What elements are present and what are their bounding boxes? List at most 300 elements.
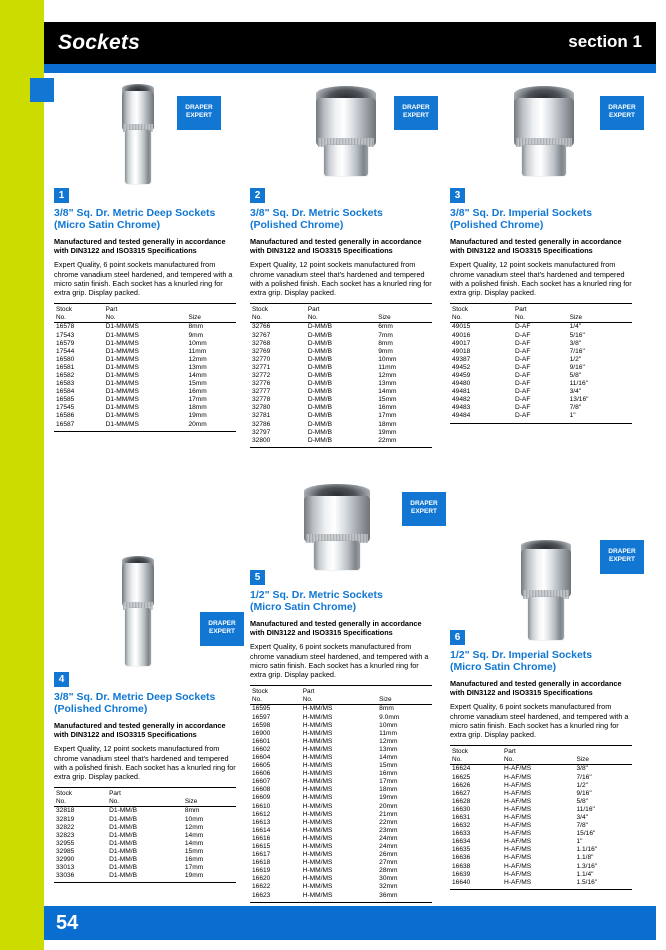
table-row bbox=[54, 824, 236, 832]
cell-part-no: D-AF bbox=[513, 412, 568, 423]
cell-part-no: D-MM/B bbox=[307, 331, 332, 339]
cell-stock-no: 32955 bbox=[56, 839, 75, 847]
cell-size: 9/16" bbox=[569, 363, 585, 371]
cell-part-no: D1-MM/MS bbox=[104, 421, 187, 432]
section-label: section 1 bbox=[568, 32, 642, 51]
cell-stock-no: 32781 bbox=[252, 412, 271, 420]
cell-stock-no: 49452 bbox=[452, 363, 471, 371]
table-row bbox=[54, 832, 236, 840]
cell-stock-no: 16639 bbox=[452, 870, 471, 878]
cell-stock-no: 16578 bbox=[56, 323, 75, 331]
table-row bbox=[250, 404, 432, 412]
cell-stock-no: 49480 bbox=[452, 380, 471, 388]
cell-stock-no: 16583 bbox=[56, 380, 75, 388]
table-row bbox=[54, 412, 236, 420]
table-row bbox=[250, 429, 432, 437]
cell-size: 7mm bbox=[378, 331, 393, 339]
table-row bbox=[54, 421, 236, 432]
table-row bbox=[450, 340, 632, 348]
spec-table-body bbox=[250, 323, 432, 447]
cell-part-no: H-MM/MS bbox=[302, 705, 333, 713]
cell-part-no: H-AF/MS bbox=[504, 773, 532, 781]
table-row bbox=[450, 854, 632, 862]
cell-part-no: D-MM/B bbox=[307, 388, 332, 396]
table-row bbox=[250, 835, 432, 843]
table-row bbox=[250, 778, 432, 786]
cell-part-no: H-AF/MS bbox=[504, 830, 532, 838]
brand-logo-line2: EXPERT bbox=[185, 112, 212, 119]
table-row bbox=[250, 746, 432, 754]
table-row bbox=[450, 830, 632, 838]
table-row bbox=[250, 388, 432, 396]
col-header-part: Part No. bbox=[306, 304, 376, 323]
cell-stock-no: 49483 bbox=[452, 404, 471, 412]
cell-size: 8mm bbox=[188, 323, 204, 331]
table-row bbox=[450, 348, 632, 356]
cell-part-no: D1-MM/MS bbox=[105, 380, 139, 388]
block-title-line1: 3/8" Sq. Dr. Metric Sockets bbox=[250, 207, 383, 219]
cell-stock-no: 49482 bbox=[452, 396, 471, 404]
cell-part-no: D1-MM/B bbox=[109, 831, 137, 839]
cell-part-no: H-AF/MS bbox=[504, 822, 532, 830]
cell-size: 1.5/16" bbox=[574, 879, 632, 890]
block-title-line1: 3/8" Sq. Dr. Imperial Sockets bbox=[450, 207, 593, 219]
cell-part-no: D-AF bbox=[514, 323, 531, 331]
col-header-size: Size bbox=[377, 686, 432, 705]
cell-size: 13mm bbox=[379, 745, 398, 753]
table-row bbox=[250, 437, 432, 448]
cell-part-no: H-MM/MS bbox=[302, 762, 333, 770]
col-header-stock: Stock No. bbox=[250, 686, 301, 705]
cell-stock-no: 16581 bbox=[56, 363, 75, 371]
cell-stock-no: 32777 bbox=[252, 388, 271, 396]
table-row bbox=[450, 323, 632, 332]
table-row bbox=[450, 396, 632, 404]
cell-stock-no: 16598 bbox=[252, 721, 271, 729]
cell-part-no: D1-MM/B bbox=[109, 864, 137, 872]
cell-size: 16mm bbox=[188, 388, 207, 396]
cell-part-no: D-MM/B bbox=[307, 404, 332, 412]
table-row bbox=[450, 372, 632, 380]
cell-stock-no: 16616 bbox=[252, 834, 271, 842]
cell-part-no: H-MM/MS bbox=[302, 721, 333, 729]
block-number-badge: 5 bbox=[250, 570, 265, 585]
col-header-stock: Stock No. bbox=[250, 304, 306, 323]
table-row bbox=[450, 879, 632, 890]
cell-stock-no: 49387 bbox=[452, 355, 471, 363]
cell-size: 12mm bbox=[188, 355, 207, 363]
table-row bbox=[54, 848, 236, 856]
table-row bbox=[250, 803, 432, 811]
cell-size: 17mm bbox=[188, 396, 207, 404]
col-header-part: Part No. bbox=[107, 788, 183, 807]
table-row bbox=[250, 827, 432, 835]
cell-size: 24mm bbox=[379, 843, 398, 850]
block-number-badge: 2 bbox=[250, 188, 265, 203]
table-row bbox=[250, 380, 432, 388]
cell-stock-no: 16602 bbox=[252, 745, 271, 753]
cell-stock-no: 16580 bbox=[56, 355, 75, 363]
table-row bbox=[250, 859, 432, 867]
corner-accent-square bbox=[30, 78, 54, 102]
col-header-size: Size bbox=[568, 304, 632, 323]
brand-logo-line1: DRAPER bbox=[185, 104, 213, 111]
cell-size: 28mm bbox=[379, 867, 398, 875]
block-description: Expert Quality, 6 point sockets manufactured from chrome vanadium steel hardened, and tempered with a micro satin finish. Each socket has a knurled ring for extra grip. Display packed. bbox=[250, 642, 429, 680]
cell-part-no: D1-MM/B bbox=[109, 815, 137, 823]
table-row bbox=[54, 340, 236, 348]
cell-size: 5/16" bbox=[569, 331, 585, 339]
cell-part-no: H-MM/MS bbox=[302, 875, 333, 883]
spec-table bbox=[250, 303, 432, 448]
table-row bbox=[450, 782, 632, 790]
cell-stock-no: 32818 bbox=[56, 807, 75, 815]
cell-part-no: D1-MM/MS bbox=[105, 323, 139, 331]
table-row bbox=[450, 380, 632, 388]
cell-size: 19mm bbox=[378, 428, 397, 436]
cell-part-no: D-AF bbox=[514, 371, 531, 379]
table-row bbox=[54, 372, 236, 380]
cell-part-no: H-AF/MS bbox=[504, 862, 532, 870]
cell-part-no: D1-MM/MS bbox=[105, 355, 139, 363]
cell-stock-no: 16622 bbox=[252, 883, 271, 891]
cell-size: 27mm bbox=[379, 859, 398, 867]
cell-stock-no: 16630 bbox=[452, 805, 471, 813]
cell-part-no: D1-MM/MS bbox=[105, 347, 139, 355]
cell-stock-no: 17544 bbox=[56, 347, 75, 355]
cell-size: 3/4" bbox=[569, 388, 582, 396]
block-title-line2: (Polished Chrome) bbox=[54, 703, 148, 715]
cell-part-no: H-AF/MS bbox=[504, 805, 532, 813]
cell-size: 17mm bbox=[378, 412, 397, 420]
table-row bbox=[250, 356, 432, 364]
table-row bbox=[250, 421, 432, 429]
cell-part-no: H-MM/MS bbox=[302, 770, 333, 778]
cell-stock-no: 16585 bbox=[56, 396, 75, 404]
table-row bbox=[250, 730, 432, 738]
block-description: Expert Quality, 6 point sockets manufactured from chrome vanadium steel hardened, and tempered with a micro satin finish. Each socket has a knurled ring for extra grip. Display packed. bbox=[54, 260, 233, 298]
product-block-4 bbox=[54, 672, 236, 883]
cell-size: 16mm bbox=[378, 404, 397, 412]
cell-stock-no: 16607 bbox=[252, 778, 271, 786]
page-header bbox=[44, 22, 656, 64]
product-image-half-drive-imperial-socket bbox=[518, 540, 574, 640]
product-block-2 bbox=[250, 188, 432, 448]
cell-stock-no: 33013 bbox=[56, 864, 75, 872]
cell-part-no: H-MM/MS bbox=[302, 834, 333, 842]
product-block-6 bbox=[450, 630, 632, 890]
cell-size: 19mm bbox=[379, 794, 398, 802]
table-row bbox=[250, 867, 432, 875]
cell-size: 18mm bbox=[188, 404, 207, 412]
table-row bbox=[54, 404, 236, 412]
cell-size: 5/8" bbox=[576, 797, 588, 805]
brand-logo-line1: DRAPER bbox=[208, 620, 236, 627]
table-row bbox=[250, 372, 432, 380]
table-row bbox=[250, 323, 432, 332]
spec-table-body bbox=[450, 765, 632, 889]
cell-stock-no: 49481 bbox=[452, 388, 471, 396]
cell-stock-no: 32819 bbox=[56, 815, 75, 823]
table-row bbox=[450, 765, 632, 774]
product-image-deep-socket-polished bbox=[118, 556, 158, 666]
cell-stock-no: 16631 bbox=[452, 813, 471, 821]
block-standards-text: Manufactured and tested generally in accordance with DIN3122 and ISO3315 Specifications bbox=[450, 237, 622, 256]
cell-part-no: H-MM/MS bbox=[302, 818, 333, 826]
block-number-badge: 6 bbox=[450, 630, 465, 645]
cell-part-no: H-MM/MS bbox=[302, 826, 333, 834]
table-row bbox=[450, 871, 632, 879]
table-row bbox=[450, 798, 632, 806]
spec-table bbox=[54, 787, 236, 883]
block-description: Expert Quality, 6 point sockets manufactured from chrome vanadium steel hardened, and tempered with a micro satin finish. Each socket has a knurled ring for extra grip. Display packed. bbox=[450, 702, 629, 740]
cell-stock-no: 16601 bbox=[252, 737, 271, 745]
cell-stock-no: 16582 bbox=[56, 371, 75, 379]
table-row bbox=[54, 364, 236, 372]
cell-part-no: D-MM/B bbox=[307, 355, 332, 363]
cell-size: 22mm bbox=[376, 437, 432, 448]
product-image-deep-socket-satin bbox=[118, 84, 158, 184]
cell-part-no: H-MM/MS bbox=[302, 753, 333, 761]
cell-part-no: H-MM/MS bbox=[302, 713, 333, 721]
brand-logo-line1: DRAPER bbox=[402, 104, 430, 111]
cell-stock-no: 32769 bbox=[252, 347, 271, 355]
cell-stock-no: 16636 bbox=[452, 854, 471, 862]
cell-size: 1" bbox=[568, 412, 632, 423]
table-row bbox=[250, 762, 432, 770]
block-title bbox=[450, 207, 632, 231]
cell-stock-no: 16609 bbox=[252, 794, 271, 802]
cell-size: 12mm bbox=[378, 371, 397, 379]
spec-table bbox=[450, 303, 632, 423]
table-row bbox=[54, 356, 236, 364]
block-title-line2: (Polished Chrome) bbox=[250, 219, 344, 231]
cell-part-no: D-MM/B bbox=[307, 428, 332, 436]
cell-part-no: H-MM/MS bbox=[302, 745, 333, 753]
cell-size: 10mm bbox=[188, 339, 207, 347]
cell-stock-no: 16632 bbox=[452, 822, 471, 830]
cell-part-no: H-MM/MS bbox=[302, 859, 333, 867]
cell-part-no: H-AF/MS bbox=[504, 781, 532, 789]
table-row bbox=[250, 396, 432, 404]
table-row bbox=[250, 754, 432, 762]
cell-size: 15mm bbox=[379, 762, 398, 770]
cell-size: 14mm bbox=[188, 371, 207, 379]
table-row bbox=[250, 348, 432, 356]
cell-stock-no: 49017 bbox=[452, 339, 471, 347]
table-row bbox=[54, 864, 236, 872]
table-row bbox=[54, 840, 236, 848]
cell-stock-no: 16608 bbox=[252, 786, 271, 794]
table-row bbox=[250, 892, 432, 903]
cell-part-no: D-AF bbox=[514, 355, 531, 363]
brand-logo-line2: EXPERT bbox=[410, 508, 437, 515]
cell-part-no: D1-MM/MS bbox=[105, 363, 139, 371]
table-row bbox=[250, 722, 432, 730]
cell-stock-no: 49015 bbox=[452, 323, 471, 331]
cell-size: 9mm bbox=[378, 347, 393, 355]
table-row bbox=[54, 388, 236, 396]
col-header-stock: Stock No. bbox=[54, 788, 107, 807]
block-number-badge: 4 bbox=[54, 672, 69, 687]
table-row bbox=[450, 388, 632, 396]
cell-stock-no: 16624 bbox=[452, 765, 471, 773]
table-row bbox=[250, 770, 432, 778]
cell-part-no: H-MM/MS bbox=[302, 786, 333, 794]
cell-size: 13mm bbox=[188, 363, 207, 371]
cell-size: 9mm bbox=[188, 331, 204, 339]
table-row bbox=[54, 323, 236, 332]
cell-part-no: H-AF/MS bbox=[504, 846, 532, 854]
table-row bbox=[450, 822, 632, 830]
header-accent-bar bbox=[44, 64, 656, 73]
cell-part-no: H-MM/MS bbox=[302, 810, 333, 818]
product-block-1 bbox=[54, 188, 236, 432]
cell-size: 14mm bbox=[184, 831, 204, 839]
cell-part-no: D1-MM/MS bbox=[105, 396, 139, 404]
cell-part-no: D1-MM/MS bbox=[105, 388, 139, 396]
cell-stock-no: 32822 bbox=[56, 823, 75, 831]
cell-stock-no: 32767 bbox=[252, 331, 271, 339]
cell-size: 18mm bbox=[378, 420, 397, 428]
table-row bbox=[250, 786, 432, 794]
table-row bbox=[450, 364, 632, 372]
brand-logo bbox=[600, 96, 644, 130]
cell-size: 1/2" bbox=[576, 781, 588, 789]
col-header-part: Part No. bbox=[104, 304, 187, 323]
cell-part-no: D-AF bbox=[514, 339, 531, 347]
cell-stock-no: 16613 bbox=[252, 818, 271, 826]
cell-size: 16mm bbox=[379, 770, 398, 778]
cell-size: 1.1/16" bbox=[576, 846, 598, 854]
table-row bbox=[250, 851, 432, 859]
cell-size: 20mm bbox=[379, 802, 398, 810]
cell-part-no: D-MM/B bbox=[307, 380, 332, 388]
cell-size: 9.0mm bbox=[379, 713, 400, 721]
product-block-3 bbox=[450, 188, 632, 424]
cell-stock-no: 16605 bbox=[252, 762, 271, 770]
cell-part-no: H-AF/MS bbox=[504, 797, 532, 805]
cell-part-no: H-MM/MS bbox=[301, 892, 377, 903]
table-row bbox=[450, 863, 632, 871]
cell-size: 11mm bbox=[188, 347, 207, 355]
cell-stock-no: 16597 bbox=[252, 713, 271, 721]
cell-stock-no: 49018 bbox=[452, 347, 471, 355]
cell-stock-no: 16579 bbox=[56, 339, 75, 347]
block-description: Expert Quality, 12 point sockets manufactured from chrome vanadium steel that's hardened and tempered with a polished finish. Each socket has a knurled ring for extra grip. Display packed. bbox=[450, 260, 632, 298]
cell-part-no: D-AF bbox=[514, 404, 531, 412]
cell-part-no: D-MM/B bbox=[307, 323, 332, 331]
cell-stock-no: 16627 bbox=[452, 789, 471, 797]
table-row bbox=[450, 790, 632, 798]
table-row bbox=[54, 856, 236, 864]
block-title bbox=[250, 207, 432, 231]
table-row bbox=[250, 340, 432, 348]
cell-size: 7/8" bbox=[569, 404, 582, 412]
cell-part-no: H-MM/MS bbox=[302, 867, 333, 875]
cell-part-no: H-AF/MS bbox=[504, 789, 532, 797]
cell-size: 3/4" bbox=[576, 813, 588, 821]
cell-size: 17mm bbox=[184, 864, 204, 872]
block-title-line2: (Micro Satin Chrome) bbox=[450, 661, 557, 673]
cell-stock-no: 32768 bbox=[252, 339, 271, 347]
cell-stock-no: 16610 bbox=[252, 802, 271, 810]
block-number-badge: 3 bbox=[450, 188, 465, 203]
page-number: 54 bbox=[56, 912, 79, 934]
cell-part-no: H-MM/MS bbox=[302, 802, 333, 810]
table-row bbox=[450, 814, 632, 822]
brand-logo-line2: EXPERT bbox=[402, 112, 429, 119]
cell-size: 3/8" bbox=[576, 765, 588, 773]
cell-size: 11mm bbox=[379, 729, 397, 737]
table-row bbox=[54, 332, 236, 340]
cell-size: 1.1/4" bbox=[576, 870, 594, 878]
cell-stock-no: 16584 bbox=[56, 388, 75, 396]
cell-part-no: D-MM/B bbox=[307, 371, 332, 379]
cell-size: 11/16" bbox=[576, 805, 595, 813]
brand-logo-line1: DRAPER bbox=[608, 104, 636, 111]
block-standards-text: Manufactured and tested generally in accordance with DIN3122 and ISO3315 Specifications bbox=[250, 619, 422, 638]
cell-stock-no: 32772 bbox=[252, 371, 271, 379]
table-row bbox=[54, 872, 236, 883]
cell-part-no: H-AF/MS bbox=[502, 879, 574, 890]
cell-size: 3/8" bbox=[569, 339, 582, 347]
cell-size: 8mm bbox=[184, 807, 200, 815]
table-row bbox=[450, 332, 632, 340]
brand-logo-line2: EXPERT bbox=[208, 628, 235, 635]
cell-part-no: D1-MM/MS bbox=[105, 412, 139, 420]
col-header-part: Part No. bbox=[513, 304, 568, 323]
cell-part-no: H-MM/MS bbox=[302, 794, 333, 802]
cell-size: 15mm bbox=[188, 380, 207, 388]
cell-part-no: D-AF bbox=[514, 380, 531, 388]
cell-stock-no: 16606 bbox=[252, 770, 271, 778]
cell-size: 1.1/8" bbox=[576, 854, 594, 862]
cell-size: 32mm bbox=[379, 883, 398, 891]
cell-size: 15/16" bbox=[576, 830, 596, 838]
cell-size: 8mm bbox=[379, 705, 394, 713]
cell-part-no: H-MM/MS bbox=[302, 778, 333, 786]
brand-logo bbox=[402, 492, 446, 526]
table-row bbox=[450, 846, 632, 854]
cell-size: 1/4" bbox=[569, 323, 582, 331]
cell-size: 16mm bbox=[184, 855, 204, 863]
block-title bbox=[250, 589, 432, 613]
cell-size: 8mm bbox=[378, 339, 393, 347]
block-title bbox=[54, 691, 236, 715]
cell-size: 19mm bbox=[188, 412, 207, 420]
cell-part-no: D1-MM/MS bbox=[105, 331, 139, 339]
brand-logo bbox=[600, 540, 644, 574]
cell-stock-no: 32770 bbox=[252, 355, 271, 363]
col-header-stock: Stock No. bbox=[54, 304, 104, 323]
left-color-strip bbox=[22, 0, 44, 950]
cell-stock-no: 16900 bbox=[252, 729, 271, 737]
cell-stock-no: 16614 bbox=[252, 826, 271, 834]
cell-part-no: H-AF/MS bbox=[504, 870, 532, 878]
cell-size: 36mm bbox=[377, 892, 432, 903]
cell-part-no: D-AF bbox=[514, 363, 531, 371]
cell-stock-no: 16619 bbox=[252, 867, 271, 875]
spec-table bbox=[450, 745, 632, 890]
cell-part-no: H-AF/MS bbox=[504, 813, 532, 821]
cell-size: 7/8" bbox=[576, 822, 588, 830]
cell-size: 15mm bbox=[184, 847, 204, 855]
brand-logo bbox=[394, 96, 438, 130]
cell-stock-no: 16612 bbox=[252, 810, 271, 818]
product-image-imperial-socket-polished bbox=[510, 86, 578, 176]
cell-size: 20mm bbox=[186, 421, 236, 432]
